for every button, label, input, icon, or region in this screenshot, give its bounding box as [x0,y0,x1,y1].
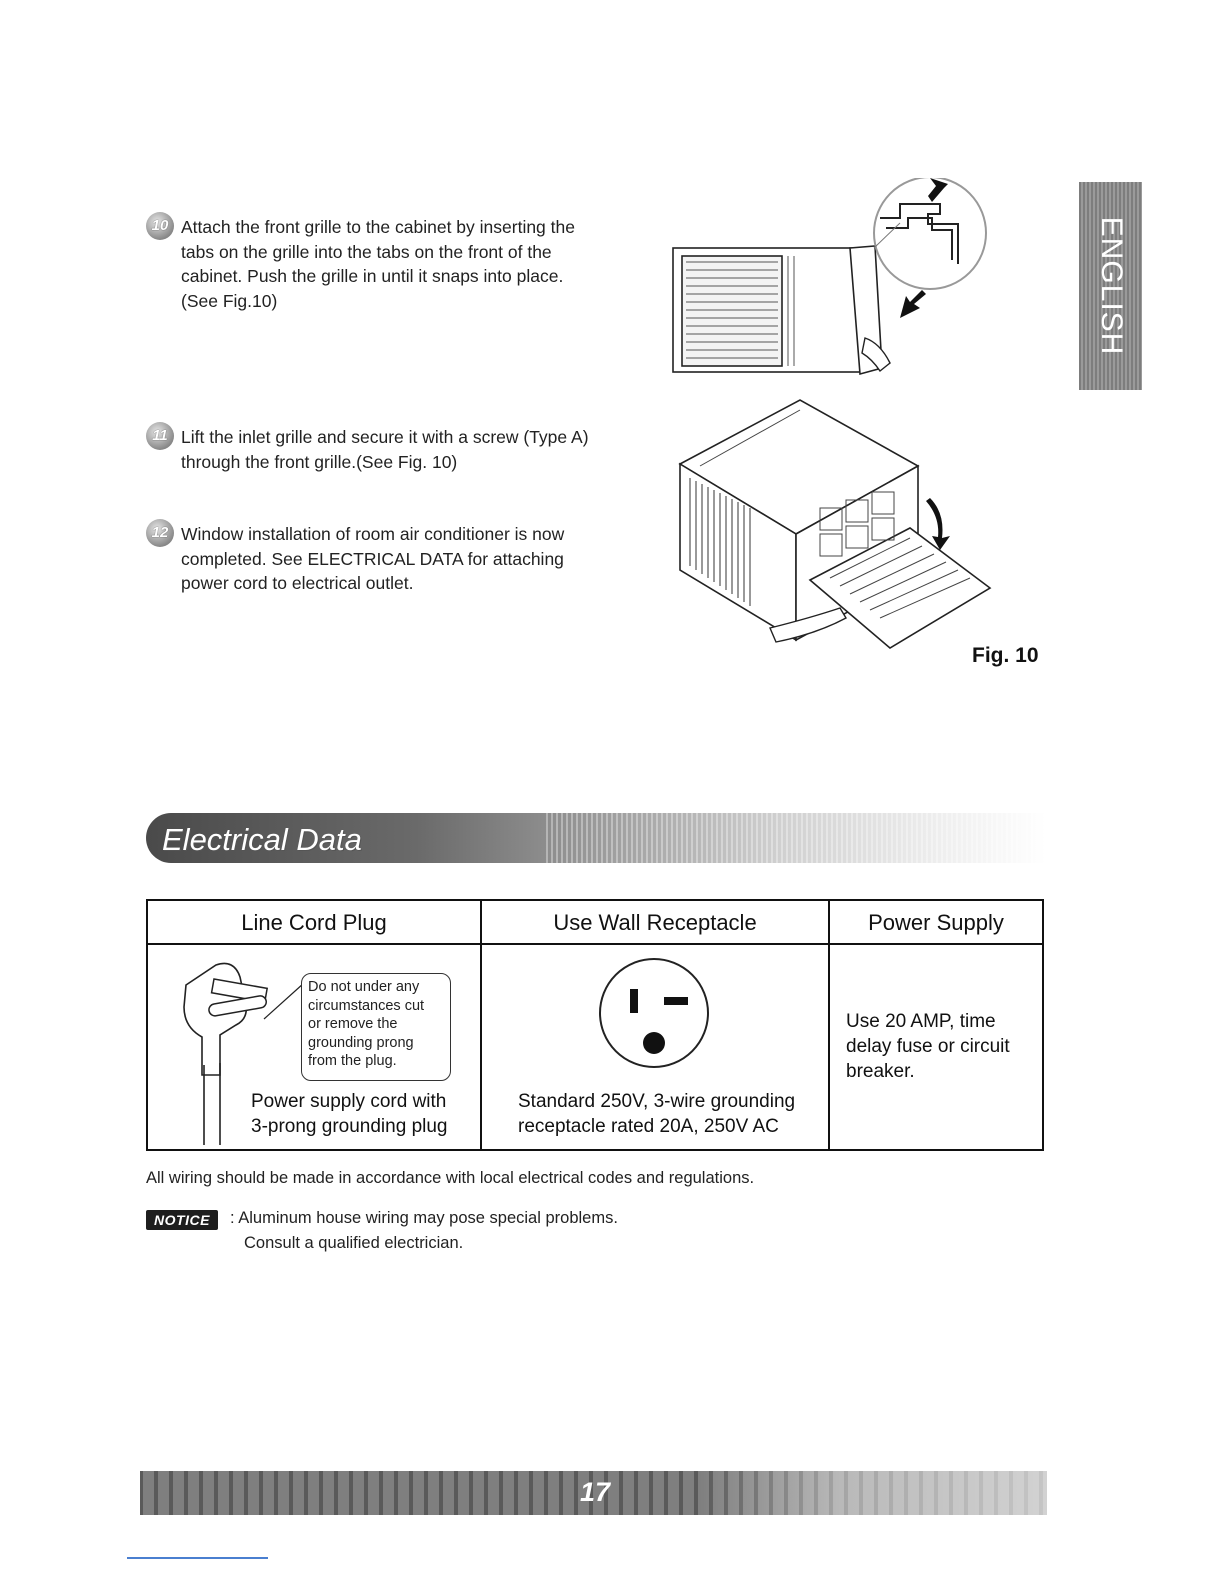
callout-line: circumstances cut [308,997,425,1014]
callout-line: or remove the [308,1016,398,1032]
notice-line: : Aluminum house wiring may pose special problems. [230,1209,618,1227]
callout-line: from the plug. [308,1053,397,1069]
language-tab-label: ENGLISH [1094,216,1128,356]
step-text-line: Window installation of room air conditioner is now [181,524,565,544]
step-number-badge: 11 [146,422,174,450]
electrical-data-table [146,899,1044,1151]
step-11 [146,425,616,474]
step-text-line: tabs on the grille into the tabs on the front of the [181,241,552,262]
footer-rule [127,1557,268,1559]
plug-warning-callout [301,973,451,1081]
callout-line: Do not under any [308,979,420,995]
step-text-line: Attach the front grille to the cabinet by inserting the [181,217,575,237]
step-number-badge: 12 [146,519,174,547]
section-banner [146,813,1046,863]
installation-figure [660,178,1050,678]
wall-receptacle-column [482,901,830,1149]
wall-receptacle-icon [598,957,718,1077]
receptacle-caption [518,1089,795,1139]
power-supply-line: Use 20 AMP, time [846,1011,996,1032]
callout-line: grounding prong [308,1034,414,1051]
power-supply-text [846,1009,1036,1084]
step-10 [146,215,606,313]
step-text-line: Lift the inlet grille and secure it with a screw (Type A) [181,427,589,447]
caption-line: Power supply cord with [251,1091,447,1112]
notice-badge [146,1210,218,1230]
air-conditioner-illustration [660,178,1050,678]
table-header: Power Supply [830,901,1042,945]
wiring-footnote: All wiring should be made in accordance with local electrical codes and regulations. [146,1169,755,1187]
line-cord-plug-column [148,901,482,1149]
caption-line: 3-prong grounding plug [251,1116,448,1137]
notice-text [230,1206,618,1256]
language-tab [1079,182,1142,390]
step-text-line: cabinet. Push the grille in until it snaps into place. [181,266,564,286]
step-text-line: power cord to electrical outlet. [181,573,414,593]
power-supply-column [830,901,1042,1149]
caption-line: Standard 250V, 3-wire grounding [518,1091,796,1112]
notice-badge-label: NOTICE [154,1212,210,1228]
section-title: Electrical Data [162,822,362,857]
figure-label: Fig. 10 [972,644,1039,667]
plug-caption [251,1089,448,1139]
step-text-line: completed. See ELECTRICAL DATA for attaching [181,548,564,569]
power-supply-line: delay fuse or circuit [846,1036,1010,1057]
caption-line: receptacle rated 20A, 250V AC [518,1116,779,1137]
notice-line: Consult a qualified electrician. [244,1234,464,1252]
step-text-line: through the front grille.(See Fig. 10) [181,451,458,472]
step-12 [146,522,606,596]
step-number-badge: 10 [146,212,174,240]
table-header: Line Cord Plug [148,901,480,945]
page-number: 17 [580,1477,611,1507]
table-header: Use Wall Receptacle [482,901,828,945]
power-supply-line: breaker. [846,1061,915,1082]
step-text-line: (See Fig.10) [181,290,278,311]
